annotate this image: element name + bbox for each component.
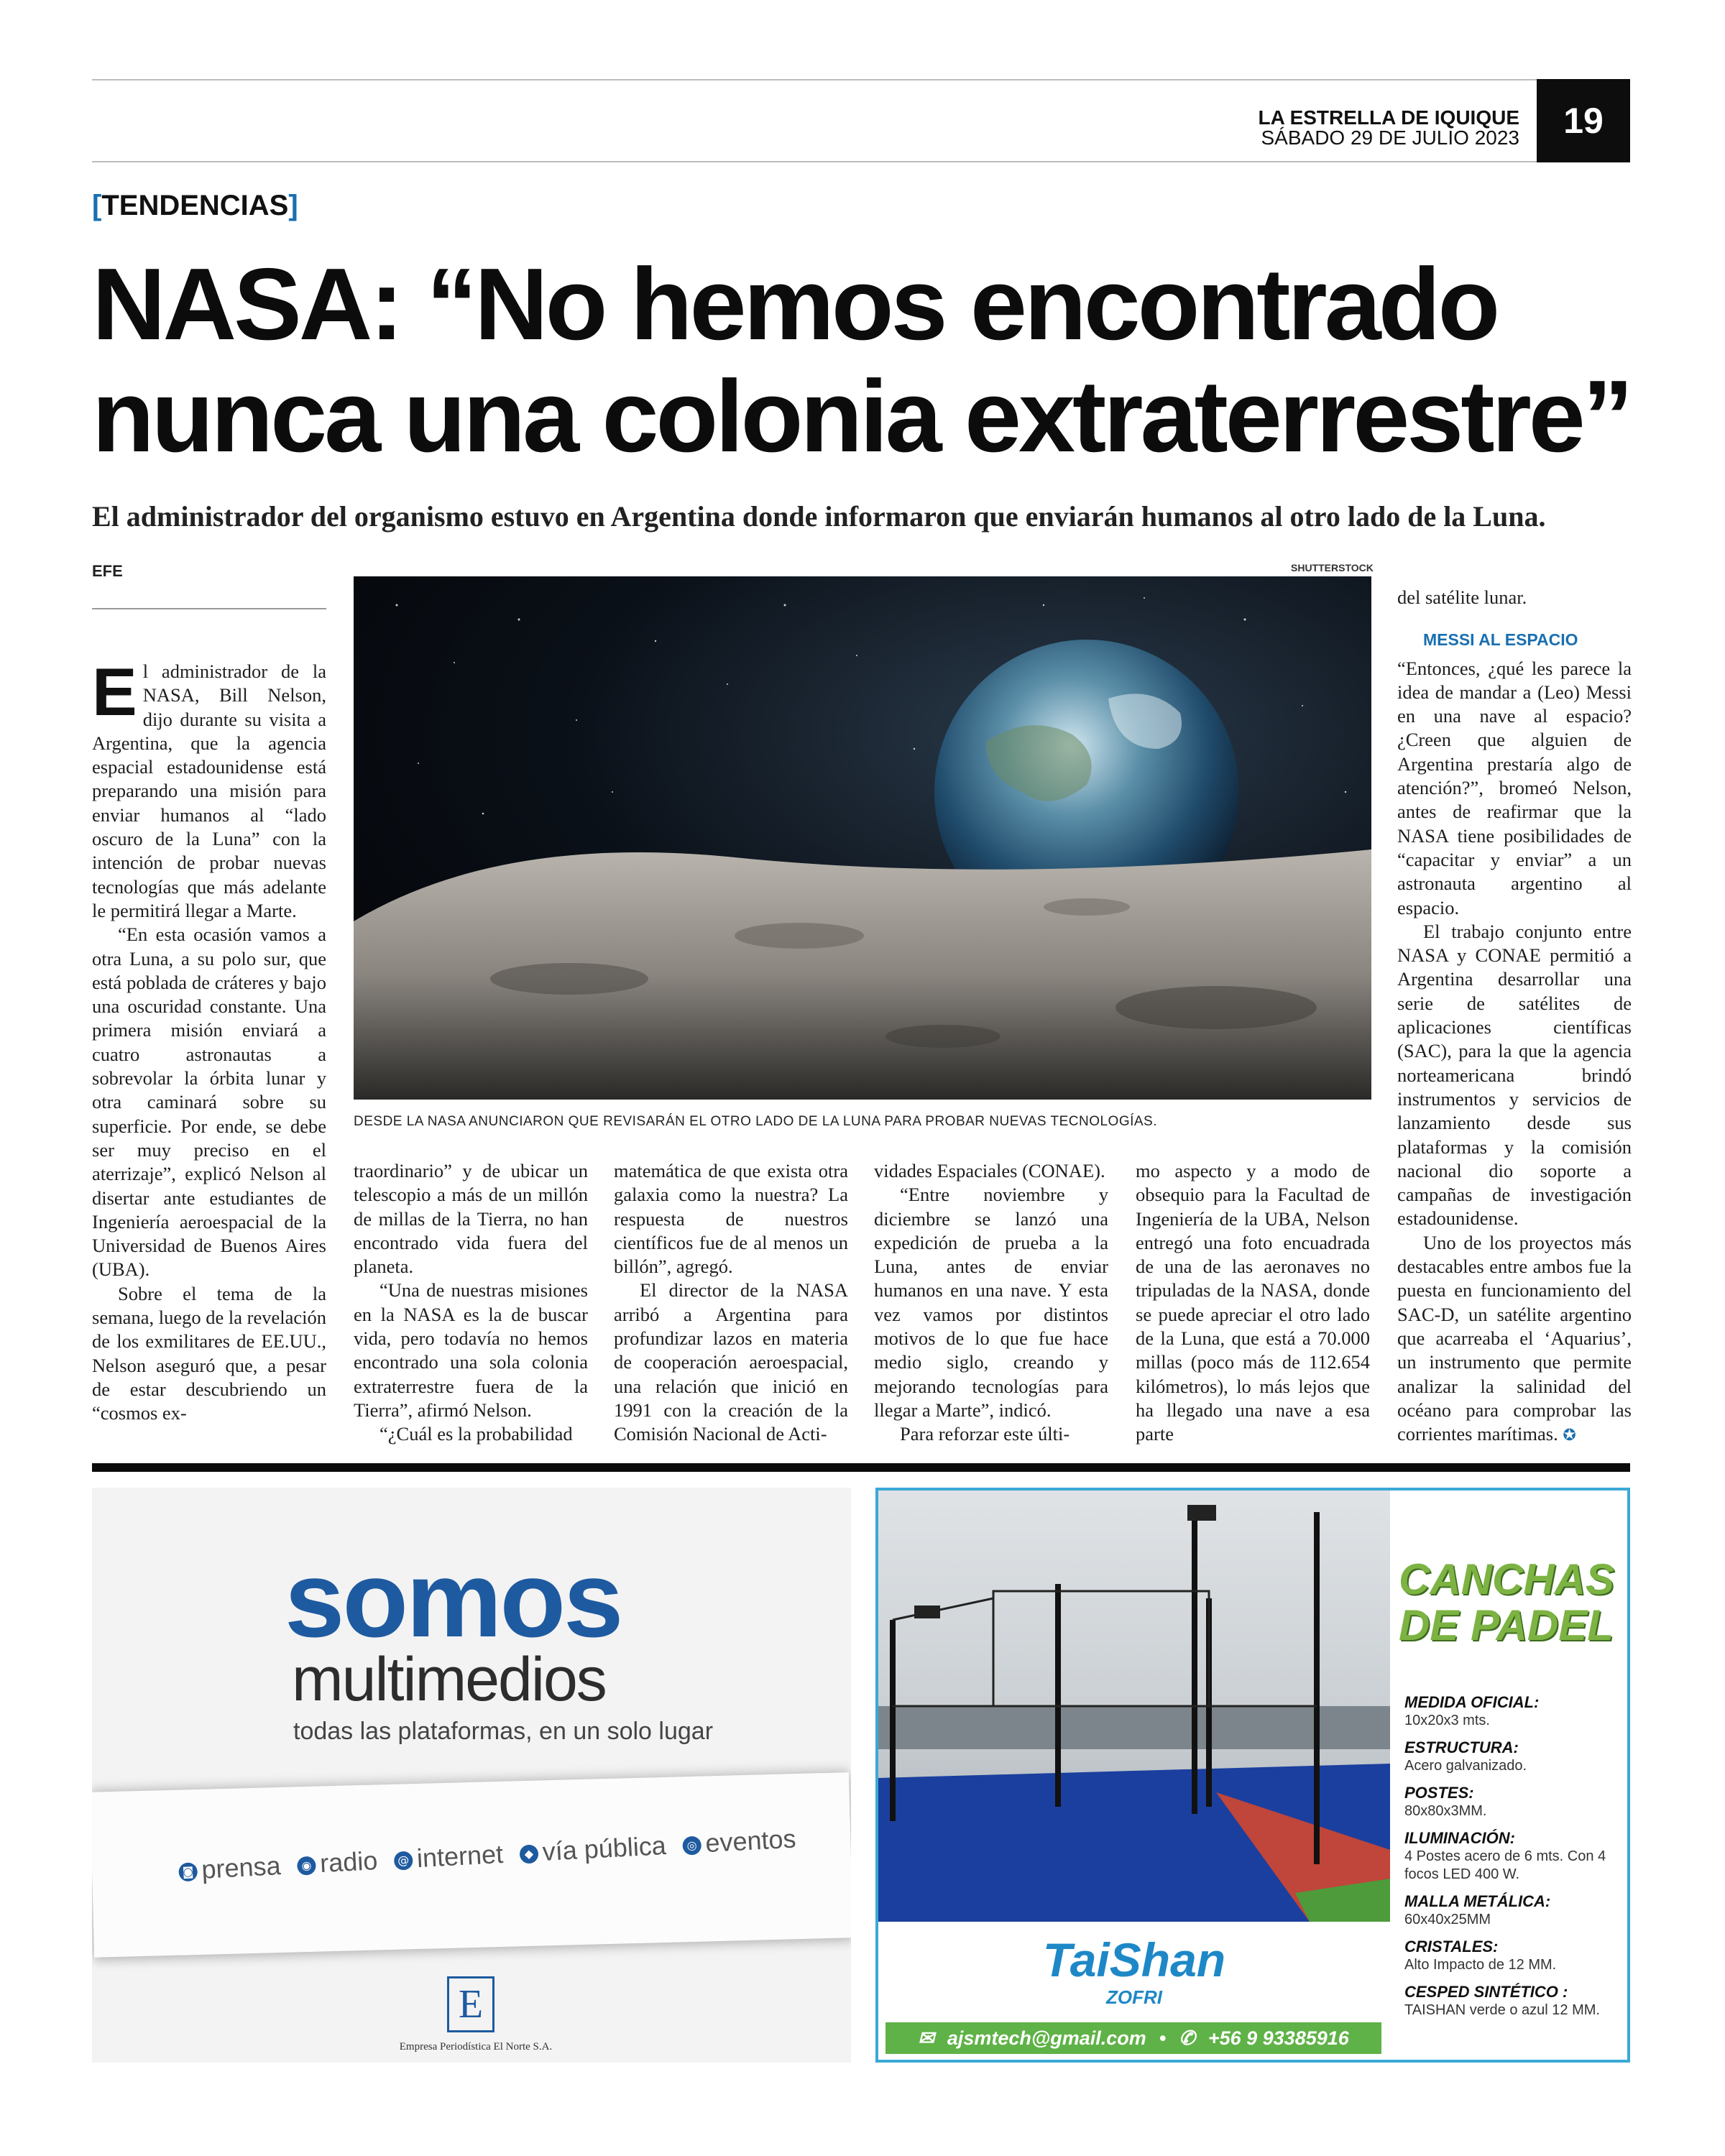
- headline-line-1: NASA: “No hemos encontrado: [92, 247, 1498, 361]
- section-label: [TENDENCIAS]: [92, 190, 298, 221]
- contact-email[interactable]: ajsmtech@gmail.com: [947, 2027, 1146, 2049]
- separator: •: [1159, 2027, 1167, 2049]
- paragraph: del satélite lunar.: [1397, 586, 1527, 608]
- ad-title: somos: [285, 1539, 622, 1659]
- spec-key: MEDIDA OFICIAL:: [1404, 1693, 1540, 1711]
- billboard-icon: ◆: [519, 1845, 538, 1864]
- spec-key: CESPED SINTÉTICO :: [1404, 1983, 1568, 2001]
- el-norte-logo-icon: E: [447, 1976, 494, 2032]
- channel-eventos: ◎ eventos: [681, 1824, 796, 1860]
- paragraph: El administrador de la NASA, Bill Nelson, dijo durante su visita a Argentina, que la agencia espacial estadounidense está preparando una misión para enviar humanos al “lado oscuro de la Luna” con la intención de probar nuevas tecnologías que más adelante le permitirá llegar a Marte.: [92, 654, 326, 921]
- event-icon: ◎: [682, 1836, 702, 1856]
- email-icon: ✉: [918, 2027, 934, 2049]
- at-icon: @: [394, 1851, 413, 1871]
- earth-moon-photo: [354, 576, 1371, 1100]
- padel-specs: [1404, 1685, 1620, 2019]
- paragraph: “¿Cuál es la probabilidad: [380, 1423, 573, 1445]
- article-end-rule: [92, 1463, 1630, 1472]
- paragraph: “Entonces, ¿qué les parece la idea de mandar a (Leo) Messi en una nave al espacio? ¿Creen que alguien de Argentina prestaría algo de atención?”, bromeó Nelson, antes de reafirmar que la NASA tiene posibilidades de “capacitar y enviar” a un astronauta argentino al espacio.: [1397, 657, 1632, 918]
- newspaper-icon: ◙: [178, 1863, 198, 1882]
- byline: EFE: [92, 562, 123, 580]
- ad-subtitle: multimedios: [292, 1645, 606, 1714]
- paragraph: traordinario” y de ubicar un telescopio a más de un millón de millas de la Tierra, no han encontrado vida fuera del planeta.: [354, 1160, 588, 1278]
- paragraph: mo aspecto y a modo de obsequio para la Facultad de Ingeniería de la UBA, Nelson entregó una foto encuadrada de una de las aeronaves no tripuladas de la NASA, donde se puede apreciar el otro lado de la Luna, que está a 70.000 millas (poco más de 112.654 kilómetros), lo más lejos que ha llegado una nave a esa parte: [1136, 1160, 1370, 1445]
- whatsapp-icon: ✆: [1179, 2027, 1195, 2049]
- header-rule: [92, 161, 1537, 162]
- spec-value: TAISHAN verde o azul 12 MM.: [1404, 2002, 1600, 2018]
- dropcap: E: [92, 654, 137, 729]
- photo-credit: SHUTTERSTOCK: [1291, 562, 1374, 573]
- photo-caption: DESDE LA NASA ANUNCIARON QUE REVISARÁN EL OTRO LADO DE LA LUNA PARA PROBAR NUEVAS TECNOLOGÍAS.: [354, 1114, 1157, 1129]
- article-column-1: [92, 654, 326, 1426]
- publication-name: LA ESTRELLA DE IQUIQUE: [1258, 106, 1519, 129]
- byline-rule: [92, 608, 326, 609]
- article-column-2: [354, 1159, 588, 1447]
- spec-key: ILUMINACIÓN:: [1404, 1829, 1515, 1847]
- channel-via-publica: ◆ vía pública: [519, 1830, 667, 1869]
- padel-title: CANCHAS DE PADEL: [1399, 1555, 1614, 1649]
- earth-moon-illustration: [354, 576, 1371, 1100]
- channel-prensa: ◙ prensa: [178, 1851, 281, 1886]
- article-column-6: [1397, 586, 1632, 1447]
- spec-value: 4 Postes acero de 6 mts. Con 4 focos LED 400 W.: [1404, 1848, 1606, 1882]
- paragraph: “Una de nuestras misiones en la NASA es la de buscar vida, pero todavía no hemos encontrado una sola colonia extraterrestre fuera de la Tierra”, afirmó Nelson.: [354, 1279, 588, 1421]
- paragraph: matemática de que exista otra galaxia como la nuestra? La respuesta de nuestros científicos fue de al menos un billón”, agregó.: [614, 1160, 848, 1278]
- taishan-logo: TaiShan: [1042, 1933, 1226, 1986]
- paragraph: vidades Espaciales (CONAE).: [874, 1160, 1105, 1181]
- spec-value: Alto Impacto de 12 MM.: [1404, 1957, 1557, 1973]
- end-mark-icon: ✪: [1563, 1426, 1576, 1445]
- spec-key: POSTES:: [1404, 1784, 1474, 1802]
- channel-radio: ◉ radio: [296, 1846, 378, 1880]
- contact-phone[interactable]: +56 9 93385916: [1208, 2027, 1349, 2049]
- spec-key: ESTRUCTURA:: [1404, 1738, 1519, 1756]
- article-column-3: [614, 1159, 848, 1447]
- top-rule: [92, 79, 1630, 80]
- spec-value: 60x40x25MM: [1404, 1912, 1491, 1927]
- channel-internet: @ internet: [393, 1839, 504, 1875]
- publication-date: SÁBADO 29 DE JULIO 2023: [1261, 126, 1519, 149]
- ad-tagline: todas las plataformas, en un solo lugar: [293, 1718, 714, 1745]
- page-number: 19: [1537, 79, 1630, 162]
- taishan-sub: ZOFRI: [1106, 1986, 1162, 2008]
- paragraph: “En esta ocasión vamos a otra Luna, a su polo sur, que está poblada de cráteres y bajo una oscuridad constante. Una primera misión enviará a cuatro astronautas a sobrevolar la órbita lunar y otra caminará sobre su superficie. Por ende, se debe ser muy preciso en el aterrizaje”, explicó Nelson al disertar ante estudiantes de Ingeniería aeroespacial de la Universidad de Buenos Aires (UBA).: [92, 923, 326, 1281]
- contact-bar: [886, 2022, 1381, 2054]
- spec-value: 80x80x3MM.: [1404, 1803, 1487, 1819]
- spec-value: Acero galvanizado.: [1404, 1758, 1527, 1774]
- paragraph: Sobre el tema de la semana, luego de la revelación de los exmilitares de EE.UU., Nelson aseguró que, a pesar de estar descubriendo un “cosmos ex-: [92, 1282, 326, 1424]
- padel-court-photo: [878, 1491, 1390, 1922]
- ad-canchas-de-padel: [875, 1488, 1630, 2063]
- deck: El administrador del organismo estuvo en Argentina donde informaron que enviarán humanos al otro lado de la Luna.: [92, 500, 1546, 533]
- subhead-messi: MESSI AL ESPACIO: [1423, 630, 1578, 650]
- spec-value: 10x20x3 mts.: [1404, 1713, 1490, 1728]
- radio-icon: ◉: [297, 1856, 316, 1876]
- article-column-5: [1136, 1159, 1370, 1447]
- spec-key: CRISTALES:: [1404, 1938, 1499, 1955]
- ad-company: Empresa Periodística El Norte S.A.: [399, 2041, 553, 2053]
- paragraph: Uno de los proyectos más destacables entre ambos fue la puesta en funcionamiento del SAC-D, un satélite argentino que acarreaba el ‘Aquarius’, un instrumento que permite analizar la salinidad del océano para comprobar las corrientes marítimas. ✪: [1397, 1231, 1632, 1445]
- paragraph: El trabajo conjunto entre NASA y CONAE permitió a Argentina desarrollar una serie de satélites de aplicaciones científicas (SAC), para la que la agencia norteamericana brindó instrumentos y servicios de lanzamiento desde sus plataformas y la comisión nacional dio soporte a campañas de investigación estadounidense.: [1397, 920, 1632, 1230]
- paragraph: “Entre noviembre y diciembre se lanzó una expedición de prueba a la Luna, antes de enviar humanos en una nave. Y esta vez vamos por distintos motivos de lo que fue hace medio siglo, creando y mejorando tecnologías para llegar a Marte”, indicó.: [874, 1184, 1108, 1421]
- paragraph: Para reforzar este últi-: [900, 1423, 1070, 1445]
- padel-court-illustration: [878, 1491, 1390, 1922]
- headline-line-2: nunca una colonia extraterrestre”: [92, 359, 1631, 474]
- article-column-4: [874, 1159, 1108, 1447]
- publication-info: [1259, 108, 1520, 148]
- spec-key: MALLA METÁLICA:: [1404, 1892, 1551, 1910]
- ad-somos-multimedios: [92, 1488, 851, 2063]
- paragraph: El director de la NASA arribó a Argentina para profundizar lazos en materia de cooperación aeroespacial, una relación que inició en 1991 con la creación de la Comisión Nacional de Acti-: [614, 1279, 848, 1445]
- headline: [92, 249, 1637, 473]
